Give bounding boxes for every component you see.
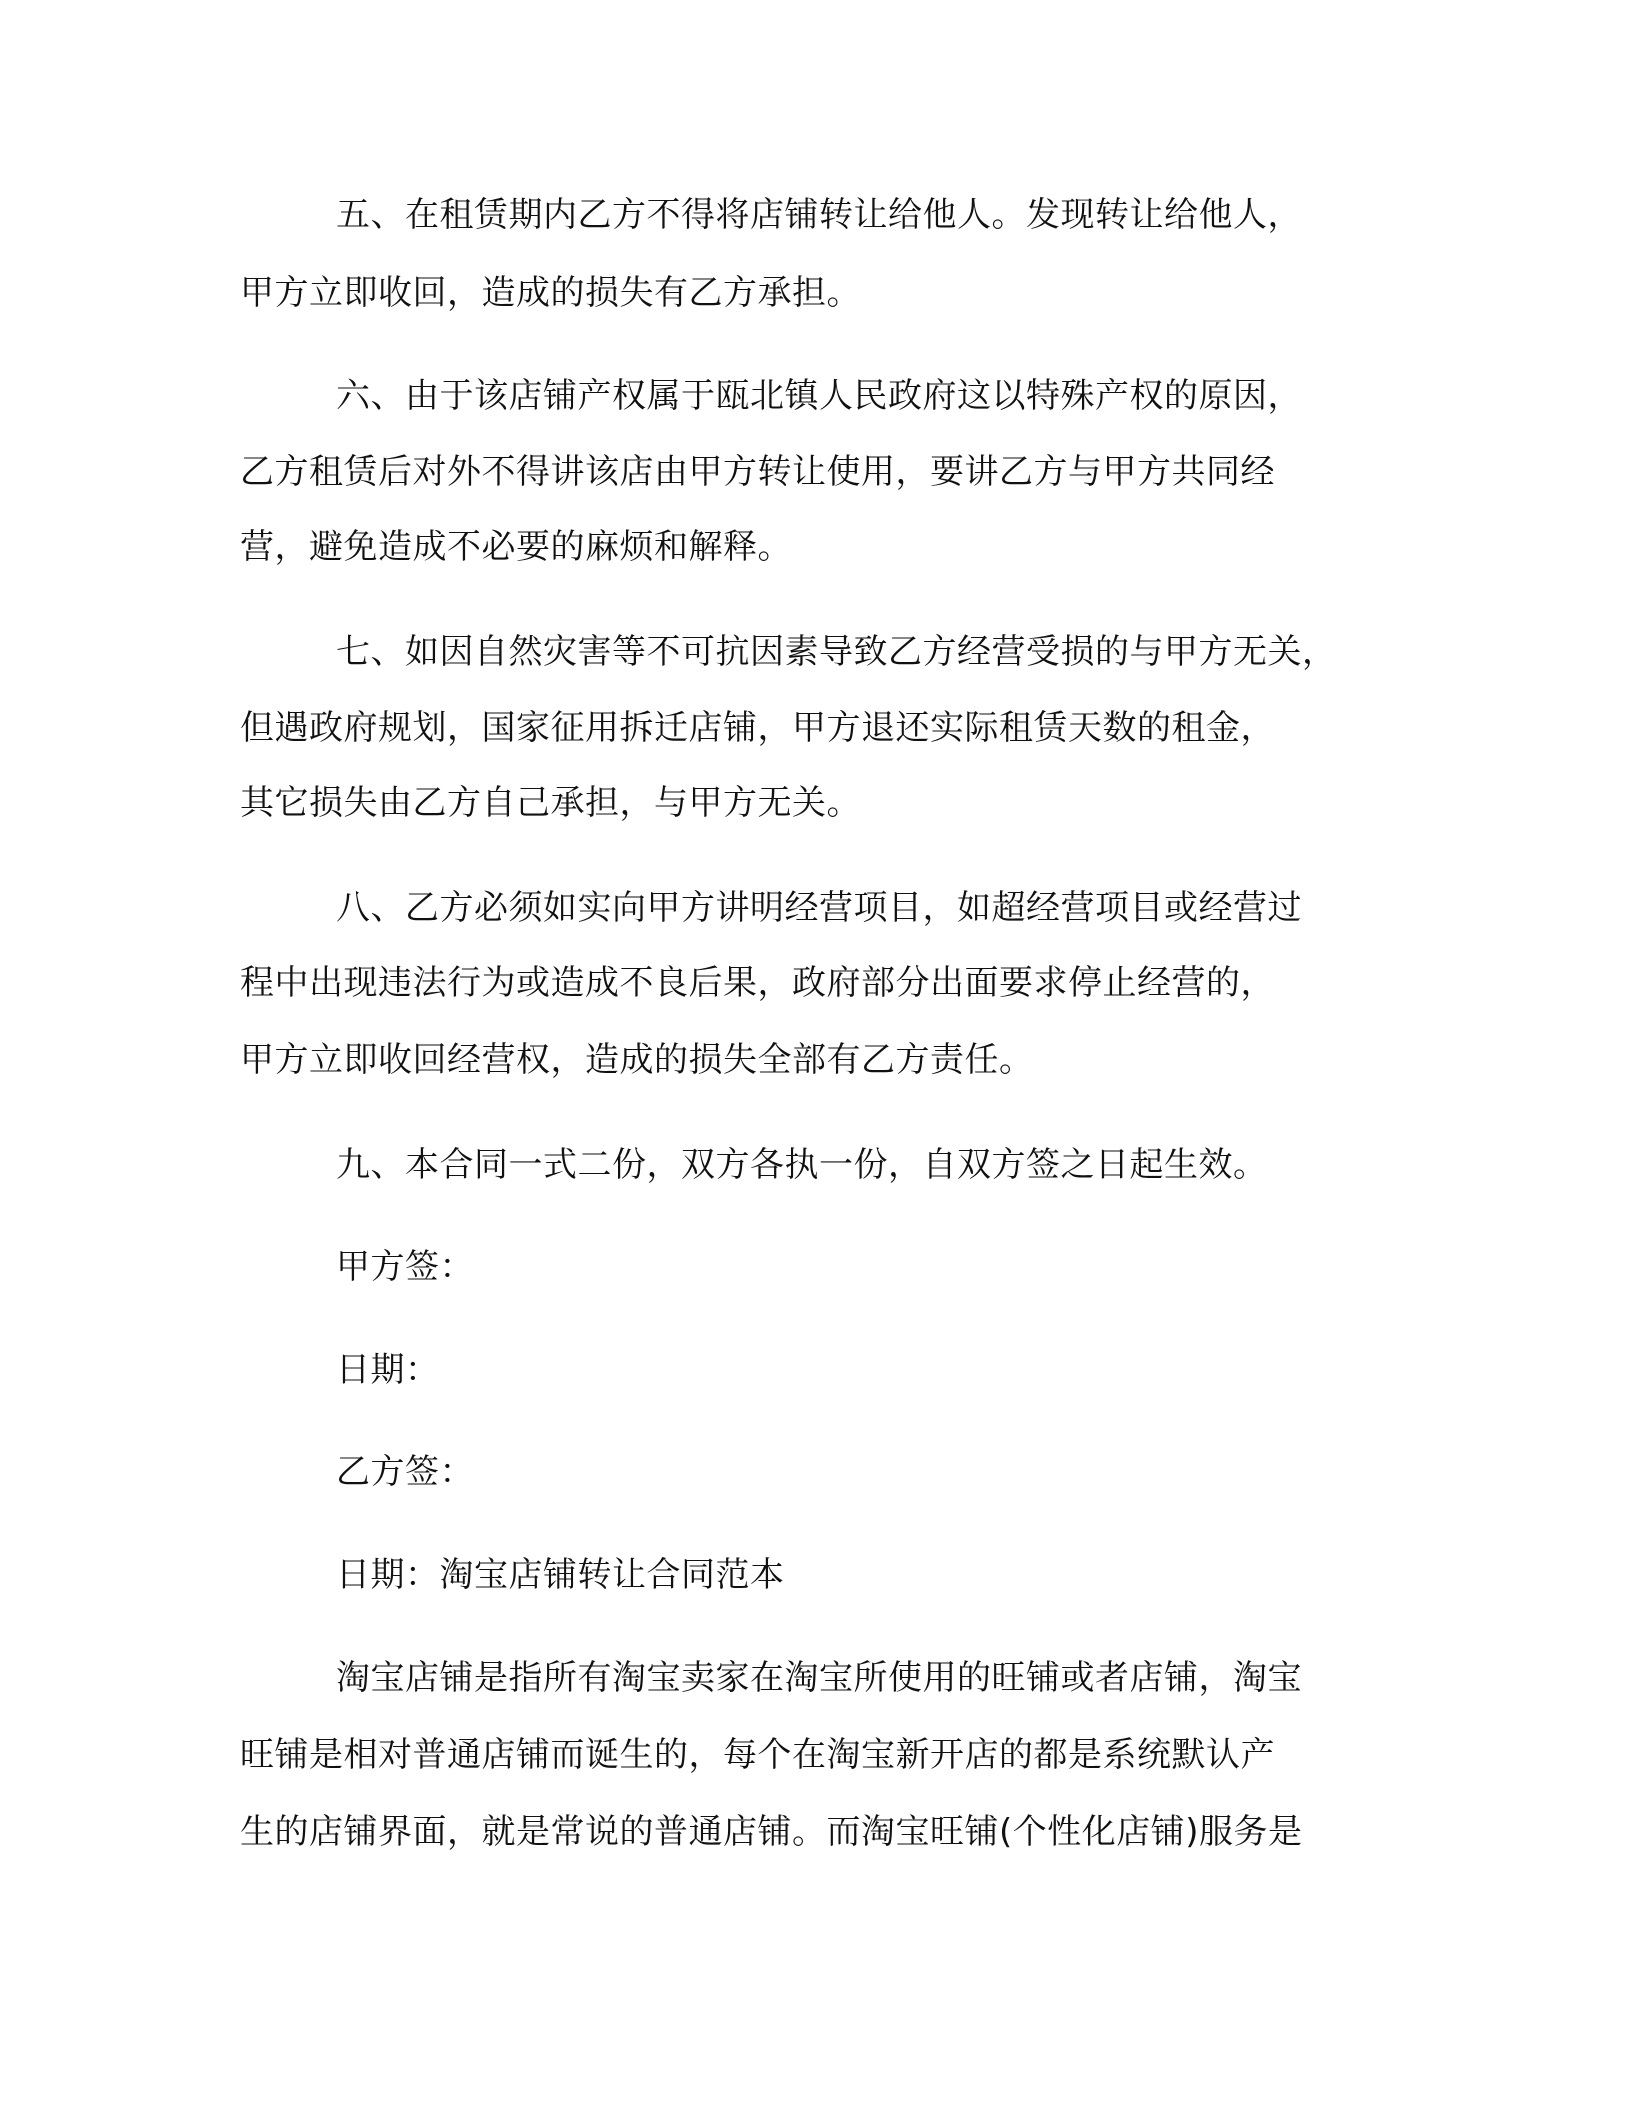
party-b-date-and-title: 日期：淘宝店铺转让合同范本 [336,1555,785,1595]
intro-paragraph-line-1: 淘宝店铺是指所有淘宝卖家在淘宝所使用的旺铺或者店铺，淘宝 [336,1658,1302,1698]
clause-8-line-3: 甲方立即收回经营权，造成的损失全部有乙方责任。 [240,1040,1034,1080]
clause-6-line-1: 六、由于该店铺产权属于瓯北镇人民政府这以特殊产权的原因， [336,376,1302,416]
clause-8-line-1: 八、乙方必须如实向甲方讲明经营项目，如超经营项目或经营过 [336,888,1302,928]
clause-8-line-2: 程中出现违法行为或造成不良后果，政府部分出面要求停止经营的， [240,963,1275,1003]
clause-7-line-3: 其它损失由乙方自己承担，与甲方无关。 [240,783,861,823]
clause-9-line-1: 九、本合同一式二份，双方各执一份，自双方签之日起生效。 [336,1145,1268,1185]
party-b-signature-label: 乙方签： [336,1452,474,1492]
party-a-date-label: 日期： [336,1350,440,1390]
intro-paragraph-line-3: 生的店铺界面，就是常说的普通店铺。而淘宝旺铺(个性化店铺)服务是 [240,1812,1303,1852]
intro-paragraph-line-2: 旺铺是相对普通店铺而诞生的，每个在淘宝新开店的都是系统默认产 [240,1735,1275,1775]
clause-5-line-2: 甲方立即收回，造成的损失有乙方承担。 [240,273,861,313]
clause-7-line-2: 但遇政府规划，国家征用拆迁店铺，甲方退还实际租赁天数的租金， [240,708,1275,748]
party-a-signature-label: 甲方签： [336,1247,474,1287]
clause-5-line-1: 五、在租赁期内乙方不得将店铺转让给他人。发现转让给他人， [336,195,1302,235]
clause-6-line-3: 营，避免造成不必要的麻烦和解释。 [240,527,792,567]
clause-7-line-1: 七、如因自然灾害等不可抗因素导致乙方经营受损的与甲方无关， [336,632,1337,672]
clause-6-line-2: 乙方租赁后对外不得讲该店由甲方转让使用，要讲乙方与甲方共同经 [240,452,1275,492]
